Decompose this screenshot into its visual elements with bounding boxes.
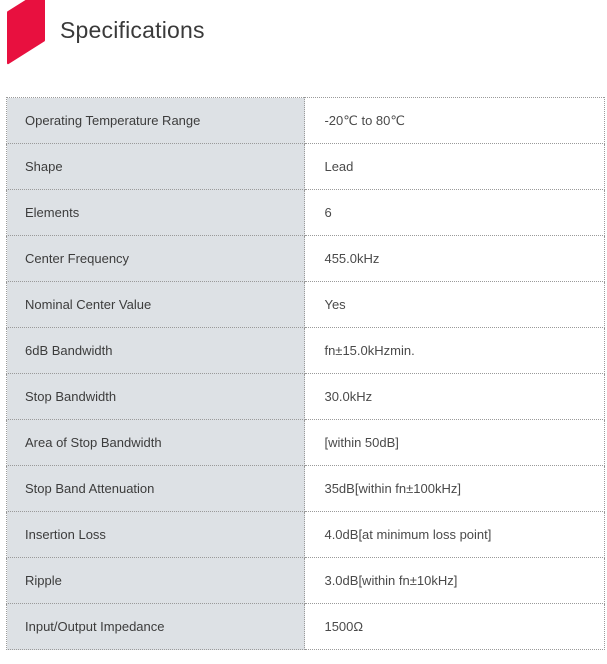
section-accent-icon <box>7 0 45 65</box>
table-row <box>7 420 605 466</box>
page-title: Specifications <box>60 17 205 43</box>
table-row <box>7 190 605 236</box>
table-row <box>7 558 605 604</box>
spec-value: [within 50dB] <box>305 420 605 466</box>
spec-label: Elements <box>7 190 305 236</box>
table-row <box>7 282 605 328</box>
table-row <box>7 374 605 420</box>
spec-value: Lead <box>305 144 605 190</box>
spec-label: Stop Bandwidth <box>7 374 305 420</box>
spec-value: 4.0dB[at minimum loss point] <box>305 512 605 558</box>
spec-label: 6dB Bandwidth <box>7 328 305 374</box>
spec-value: 6 <box>305 190 605 236</box>
spec-value: -20℃ to 80℃ <box>305 98 605 144</box>
table-row <box>7 466 605 512</box>
spec-label: Operating Temperature Range <box>7 98 305 144</box>
spec-value: Yes <box>305 282 605 328</box>
spec-value: 35dB[within fn±100kHz] <box>305 466 605 512</box>
spec-label: Nominal Center Value <box>7 282 305 328</box>
spec-value: 30.0kHz <box>305 374 605 420</box>
spec-label: Center Frequency <box>7 236 305 282</box>
spec-label: Insertion Loss <box>7 512 305 558</box>
table-row <box>7 98 605 144</box>
section-header <box>0 0 607 66</box>
spec-label: Shape <box>7 144 305 190</box>
spec-label: Input/Output Impedance <box>7 604 305 650</box>
table-row <box>7 512 605 558</box>
table-row <box>7 144 605 190</box>
table-row <box>7 236 605 282</box>
spec-label: Ripple <box>7 558 305 604</box>
spec-label: Area of Stop Bandwidth <box>7 420 305 466</box>
spec-value: 1500Ω <box>305 604 605 650</box>
spec-value: 455.0kHz <box>305 236 605 282</box>
spec-value: fn±15.0kHzmin. <box>305 328 605 374</box>
specifications-table <box>6 97 605 650</box>
spec-label: Stop Band Attenuation <box>7 466 305 512</box>
table-row <box>7 328 605 374</box>
table-row <box>7 604 605 650</box>
spec-value: 3.0dB[within fn±10kHz] <box>305 558 605 604</box>
